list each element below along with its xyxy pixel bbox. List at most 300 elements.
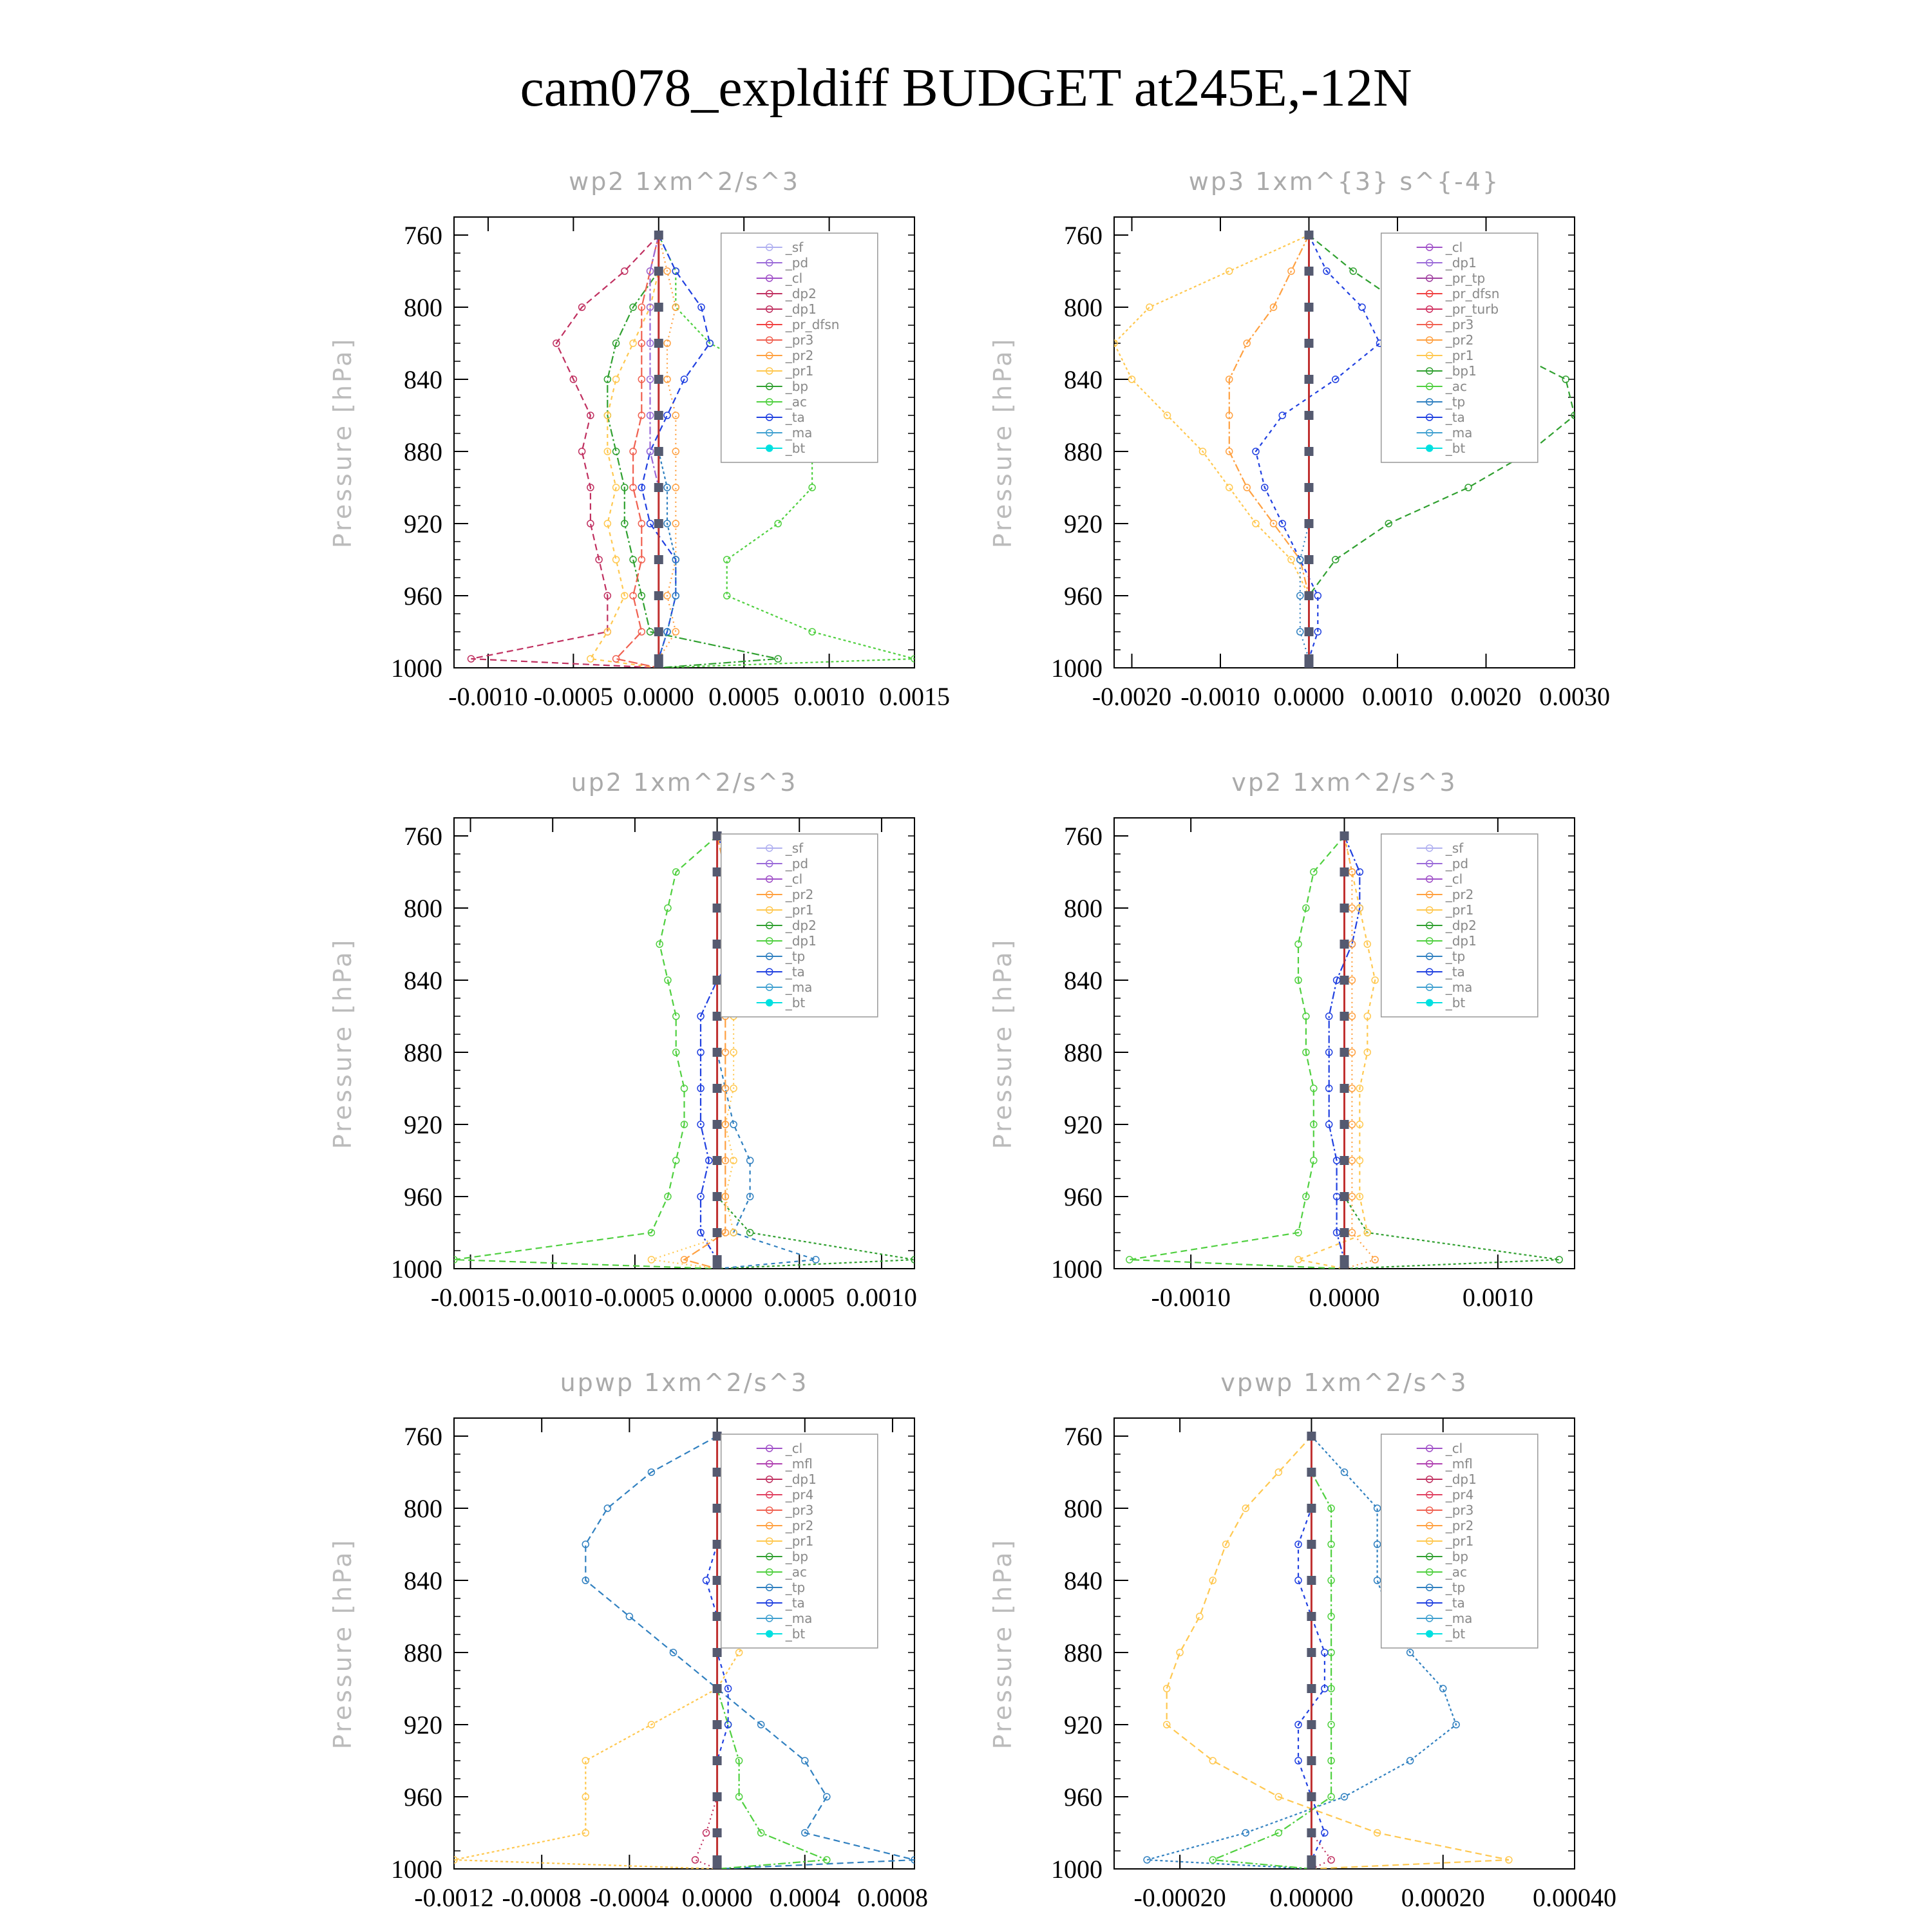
y-tick-label: 800 [1064, 894, 1103, 923]
y-tick-label: 1000 [391, 654, 442, 683]
data-point [692, 1857, 699, 1863]
zero-marker [1340, 1120, 1349, 1129]
zero-marker [654, 627, 663, 636]
x-tick-label: 0.0000 [681, 1283, 753, 1312]
y-tick-label: 840 [404, 966, 442, 995]
zero-marker [1305, 555, 1314, 564]
data-point [1253, 520, 1259, 527]
y-axis-label: Pressure [hPa] [989, 1537, 1017, 1750]
x-tick-label: 0.0015 [879, 682, 950, 711]
legend-label: _pr_tp [1445, 270, 1486, 286]
y-tick-label: 960 [404, 1182, 442, 1211]
x-tick-label: 0.0010 [1362, 682, 1433, 711]
data-point [1562, 376, 1569, 383]
zero-marker [1307, 1756, 1316, 1765]
y-tick-label: 880 [404, 437, 442, 466]
data-point [672, 520, 679, 527]
y-tick-label: 840 [1064, 365, 1103, 394]
panel-title: vp2 1xm^2/s^3 [1231, 768, 1457, 797]
zero-marker [713, 1648, 722, 1657]
panel-title: up2 1xm^2/s^3 [571, 768, 798, 797]
panel-5 [989, 1368, 1616, 1912]
zero-marker [654, 483, 663, 492]
series-line-ta [1256, 235, 1380, 668]
data-point [1279, 412, 1285, 419]
legend-label: _dp1 [785, 933, 817, 949]
data-point [672, 484, 679, 491]
x-tick-label: 0.0000 [623, 682, 694, 711]
y-axis-label: Pressure [hPa] [328, 1537, 357, 1750]
legend-label: _pr_dfsn [785, 317, 840, 332]
y-tick-label: 800 [1064, 1494, 1103, 1523]
data-point [1374, 1577, 1381, 1584]
legend-label: _ma [1445, 1611, 1473, 1626]
y-tick-label: 920 [1064, 1110, 1103, 1139]
zero-marker [713, 904, 722, 913]
legend-label: _ta [785, 964, 805, 980]
x-tick-label: -0.0010 [1151, 1283, 1231, 1312]
data-point [1275, 1469, 1282, 1475]
legend-marker [766, 445, 773, 451]
x-tick-label: 0.00020 [1401, 1883, 1485, 1912]
y-tick-label: 760 [1064, 221, 1103, 250]
x-tick-label: 0.0000 [1309, 1283, 1380, 1312]
x-tick-label: -0.0010 [513, 1283, 592, 1312]
zero-marker [654, 231, 663, 240]
zero-marker [1307, 1684, 1316, 1693]
zero-marker [1305, 663, 1314, 672]
y-tick-label: 840 [404, 1566, 442, 1595]
legend-label: _cl [1445, 1441, 1463, 1456]
panel-title: vpwp 1xm^2/s^3 [1220, 1368, 1468, 1397]
x-tick-label: 0.0005 [764, 1283, 835, 1312]
data-point [802, 1757, 808, 1764]
zero-marker [1307, 1612, 1316, 1621]
y-tick-label: 840 [1064, 966, 1103, 995]
zero-marker [713, 1255, 722, 1264]
legend-marker [1426, 445, 1433, 451]
data-point [1129, 376, 1135, 383]
legend-label: _ma [1445, 980, 1473, 995]
legend-label: _mfl [785, 1456, 813, 1472]
zero-marker [654, 519, 663, 528]
legend-label: _dp1 [785, 301, 817, 317]
zero-marker [1340, 831, 1349, 840]
zero-marker [1340, 976, 1349, 985]
zero-marker [713, 1864, 722, 1873]
y-axis-label: Pressure [hPa] [328, 937, 357, 1150]
x-tick-label: -0.0005 [533, 682, 614, 711]
zero-marker [1305, 375, 1314, 384]
y-axis-label: Pressure [hPa] [328, 336, 357, 549]
data-point [1328, 1857, 1334, 1863]
legend-label: _pr3 [785, 332, 814, 348]
zero-marker [1307, 1720, 1316, 1729]
zero-marker [1340, 1264, 1349, 1273]
legend-label: _tp [1445, 949, 1466, 964]
legend-label: _ta [785, 1595, 805, 1611]
zero-marker [713, 1576, 722, 1585]
zero-marker [654, 654, 663, 663]
zero-marker [1307, 1540, 1316, 1549]
x-tick-label: 0.0005 [708, 682, 780, 711]
data-point [747, 1157, 753, 1164]
legend-label: _pd [785, 856, 809, 871]
zero-marker [1305, 447, 1314, 456]
legend-label: _dp1 [785, 1472, 817, 1487]
y-tick-label: 760 [1064, 822, 1103, 851]
legend-label: _tp [1445, 1580, 1466, 1595]
data-point [1226, 268, 1233, 274]
main-title: cam078_expldiff BUDGET at245E,-12N [520, 58, 1412, 118]
legend-label: _dp1 [1445, 255, 1477, 270]
data-point [1146, 304, 1153, 310]
zero-marker [654, 267, 663, 276]
x-tick-label: -0.00020 [1133, 1883, 1226, 1912]
zero-marker [1305, 267, 1314, 276]
series-line-pr1 [591, 235, 659, 668]
y-tick-label: 960 [1064, 1182, 1103, 1211]
zero-marker [1307, 1864, 1316, 1873]
y-axis-label: Pressure [hPa] [989, 336, 1017, 549]
panel-4 [328, 1368, 928, 1912]
panel-title: upwp 1xm^2/s^3 [560, 1368, 809, 1397]
data-point [664, 412, 670, 419]
data-point [621, 268, 628, 274]
legend-marker [766, 1631, 773, 1637]
legend-label: _pr2 [1445, 887, 1474, 902]
y-tick-label: 760 [404, 1422, 442, 1451]
zero-marker [1305, 303, 1314, 312]
zero-marker [654, 447, 663, 456]
legend-label: _ta [1445, 1595, 1465, 1611]
y-tick-label: 880 [1064, 437, 1103, 466]
data-point [626, 1613, 632, 1620]
legend-label: _bt [785, 440, 806, 456]
zero-marker [1305, 411, 1314, 420]
y-tick-label: 920 [404, 509, 442, 538]
zero-marker [1305, 519, 1314, 528]
legend-label: _dp1 [1445, 1472, 1477, 1487]
zero-marker [1340, 1156, 1349, 1165]
panel-title: wp2 1xm^2/s^3 [569, 167, 800, 196]
data-point [736, 1649, 743, 1656]
legend-label: _ac [1445, 1564, 1467, 1580]
legend-label: _pr1 [785, 902, 814, 918]
x-tick-label: -0.0010 [1180, 682, 1260, 711]
data-point [1226, 484, 1233, 491]
legend-label: _cl [785, 270, 803, 286]
legend-label: _cl [1445, 871, 1463, 887]
series-line-ac [454, 836, 717, 1269]
series-line-pr1 [1114, 235, 1309, 668]
zero-marker [713, 1120, 722, 1129]
y-tick-label: 1000 [1051, 654, 1103, 683]
zero-marker [713, 1468, 722, 1477]
y-tick-label: 920 [1064, 509, 1103, 538]
panel-title: wp3 1xm^{3} s^{-4} [1188, 167, 1501, 196]
panel-2 [328, 768, 918, 1312]
legend-label: _pr2 [1445, 1518, 1474, 1533]
legend-label: _pr1 [1445, 902, 1474, 918]
x-tick-label: -0.0008 [502, 1883, 582, 1912]
zero-marker [654, 663, 663, 672]
y-tick-label: 920 [404, 1110, 442, 1139]
legend-label: _bp [785, 379, 809, 394]
y-tick-label: 880 [1064, 1038, 1103, 1067]
panel-0 [328, 167, 950, 711]
legend-label: _pr2 [785, 348, 814, 363]
zero-marker [1307, 1828, 1316, 1837]
legend-label: _pr3 [1445, 317, 1474, 332]
zero-marker [1340, 1192, 1349, 1201]
zero-marker [1340, 1048, 1349, 1057]
y-tick-label: 960 [1064, 1783, 1103, 1812]
zero-marker [713, 976, 722, 985]
data-point [672, 629, 679, 635]
zero-marker [713, 1828, 722, 1837]
zero-marker [1307, 1468, 1316, 1477]
legend-label: _ma [785, 980, 813, 995]
x-tick-label: 0.0000 [1273, 682, 1345, 711]
data-point [1359, 304, 1365, 310]
legend-label: _sf [1445, 840, 1464, 856]
legend-label: _tp [785, 1580, 806, 1595]
zero-marker [1307, 1432, 1316, 1441]
y-tick-label: 760 [404, 221, 442, 250]
zero-marker [1340, 1228, 1349, 1237]
legend-label: _cl [1445, 240, 1463, 255]
data-point [1295, 1577, 1302, 1584]
x-tick-label: 0.0010 [846, 1283, 917, 1312]
legend-label: _cl [785, 871, 803, 887]
y-tick-label: 960 [404, 582, 442, 611]
zero-marker [1340, 940, 1349, 949]
legend-label: _mfl [1445, 1456, 1473, 1472]
zero-marker [1340, 867, 1349, 876]
legend-label: _pd [1445, 856, 1469, 871]
zero-marker [713, 1084, 722, 1093]
legend-label: _tp [1445, 394, 1466, 410]
x-tick-label: 0.0020 [1450, 682, 1522, 711]
x-tick-label: -0.0015 [430, 1283, 511, 1312]
y-tick-label: 1000 [1051, 1855, 1103, 1884]
data-point [630, 340, 636, 346]
data-point [1321, 1830, 1328, 1836]
zero-marker [713, 1504, 722, 1513]
legend-label: _ac [785, 394, 807, 410]
zero-marker [713, 867, 722, 876]
data-point [647, 520, 654, 527]
data-point [1164, 1685, 1170, 1692]
zero-marker [713, 831, 722, 840]
y-tick-label: 760 [1064, 1422, 1103, 1451]
zero-marker [713, 1264, 722, 1273]
zero-marker [1340, 904, 1349, 913]
x-tick-label: -0.0010 [448, 682, 528, 711]
y-tick-label: 760 [404, 822, 442, 851]
legend-marker [766, 999, 773, 1006]
y-tick-label: 960 [1064, 582, 1103, 611]
x-tick-label: 0.00040 [1533, 1883, 1616, 1912]
zero-marker [1307, 1792, 1316, 1801]
legend-label: _ac [1445, 379, 1467, 394]
data-point [1209, 1757, 1216, 1764]
data-point [1440, 1685, 1446, 1692]
zero-marker [1305, 339, 1314, 348]
y-tick-label: 960 [404, 1783, 442, 1812]
series-line-dp1 [471, 235, 659, 668]
zero-marker [713, 1684, 722, 1693]
zero-marker [1340, 1012, 1349, 1021]
y-tick-label: 800 [404, 894, 442, 923]
legend-label: _dp2 [785, 286, 817, 301]
data-point [775, 520, 781, 527]
panel-3 [989, 768, 1575, 1312]
legend-label: _pr1 [785, 1533, 814, 1549]
y-tick-label: 1000 [391, 1255, 442, 1283]
zero-marker [1307, 1576, 1316, 1585]
y-tick-label: 1000 [1051, 1255, 1103, 1283]
zero-marker [713, 1756, 722, 1765]
data-point [1465, 484, 1472, 491]
y-tick-label: 880 [1064, 1638, 1103, 1667]
zero-marker [1305, 627, 1314, 636]
zero-marker [1340, 1255, 1349, 1264]
legend-label: _bp [1445, 1549, 1469, 1564]
legend-label: _ma [785, 425, 813, 440]
legend-label: _ma [1445, 425, 1473, 440]
y-tick-label: 800 [1064, 293, 1103, 322]
data-point [703, 1830, 710, 1836]
legend-label: _pr4 [1445, 1487, 1474, 1502]
zero-marker [713, 1720, 722, 1729]
legend-label: _ta [1445, 964, 1465, 980]
legend-label: _bt [1445, 995, 1466, 1010]
legend-label: _pr4 [785, 1487, 814, 1502]
y-tick-label: 840 [404, 365, 442, 394]
legend-label: _bt [785, 995, 806, 1010]
zero-marker [654, 555, 663, 564]
data-point [604, 1505, 611, 1511]
legend-label: _pr_dfsn [1445, 286, 1500, 301]
y-tick-label: 920 [404, 1710, 442, 1739]
y-tick-label: 800 [404, 293, 442, 322]
legend-label: _pr1 [1445, 348, 1474, 363]
data-point [1407, 1757, 1414, 1764]
zero-marker [654, 411, 663, 420]
legend-label: _tp [785, 949, 806, 964]
data-point [672, 448, 679, 455]
zero-marker [1340, 1084, 1349, 1093]
legend-label: _ta [1445, 410, 1465, 425]
zero-marker [1307, 1855, 1316, 1864]
legend-label: _bt [785, 1626, 806, 1642]
legend-label: _pr1 [1445, 1533, 1474, 1549]
y-axis-label: Pressure [hPa] [989, 937, 1017, 1150]
zero-marker [713, 1792, 722, 1801]
x-tick-label: -0.0004 [589, 1883, 670, 1912]
legend-label: _sf [785, 840, 804, 856]
legend-label: _pr2 [1445, 332, 1474, 348]
data-point [1275, 1830, 1282, 1836]
legend-label: _dp1 [1445, 933, 1477, 949]
legend-label: _dp2 [785, 918, 817, 933]
x-tick-label: 0.0000 [681, 1883, 753, 1912]
legend-label: _pr2 [785, 887, 814, 902]
data-point [672, 412, 679, 419]
data-point [1197, 1613, 1203, 1620]
data-point [809, 484, 815, 491]
legend-label: _bp [785, 1549, 809, 1564]
y-tick-label: 840 [1064, 1566, 1103, 1595]
legend-label: _sf [785, 240, 804, 255]
series-line-pr2 [1229, 235, 1309, 668]
zero-marker [654, 375, 663, 384]
x-tick-label: -0.0005 [595, 1283, 675, 1312]
zero-marker [1305, 231, 1314, 240]
x-tick-label: 0.00000 [1269, 1883, 1354, 1912]
legend-label: _bt [1445, 440, 1466, 456]
data-point [1177, 1649, 1183, 1656]
data-point [1328, 1794, 1334, 1800]
legend-label: _ac [785, 1564, 807, 1580]
zero-marker [654, 339, 663, 348]
zero-marker [713, 940, 722, 949]
zero-marker [713, 1192, 722, 1201]
x-tick-label: 0.0004 [769, 1883, 840, 1912]
legend-label: _pd [785, 255, 809, 270]
y-tick-label: 800 [404, 1494, 442, 1523]
y-tick-label: 920 [1064, 1710, 1103, 1739]
x-tick-label: -0.0012 [414, 1883, 494, 1912]
legend-label: _pr3 [785, 1502, 814, 1518]
legend-marker [1426, 1631, 1433, 1637]
legend-label: _bt [1445, 1626, 1466, 1642]
legend-marker [1426, 999, 1433, 1006]
panel-1 [989, 167, 1610, 711]
x-tick-label: 0.0010 [1462, 1283, 1533, 1312]
legend-label: _bp1 [1445, 363, 1477, 379]
x-tick-label: 0.0008 [857, 1883, 928, 1912]
zero-marker [1305, 483, 1314, 492]
x-tick-label: 0.0010 [793, 682, 865, 711]
zero-marker [713, 1156, 722, 1165]
zero-marker [1307, 1648, 1316, 1657]
legend-label: _pr1 [785, 363, 814, 379]
legend-label: _cl [785, 1441, 803, 1456]
legend-label: _ta [785, 410, 805, 425]
zero-marker [1307, 1504, 1316, 1513]
y-tick-label: 1000 [391, 1855, 442, 1884]
y-tick-label: 880 [404, 1038, 442, 1067]
legend-label: _pr_turb [1445, 301, 1499, 317]
legend-label: _pr3 [1445, 1502, 1474, 1518]
y-tick-label: 880 [404, 1638, 442, 1667]
x-tick-label: -0.0020 [1092, 682, 1172, 711]
zero-marker [654, 303, 663, 312]
legend-label: _ma [785, 1611, 813, 1626]
zero-marker [713, 1012, 722, 1021]
zero-marker [713, 1228, 722, 1237]
zero-marker [713, 1432, 722, 1441]
series-line-ac [1130, 836, 1345, 1269]
legend-label: _dp2 [1445, 918, 1477, 933]
x-tick-label: 0.0030 [1539, 682, 1610, 711]
zero-marker [654, 591, 663, 600]
zero-marker [713, 1048, 722, 1057]
legend-label: _pr2 [785, 1518, 814, 1533]
